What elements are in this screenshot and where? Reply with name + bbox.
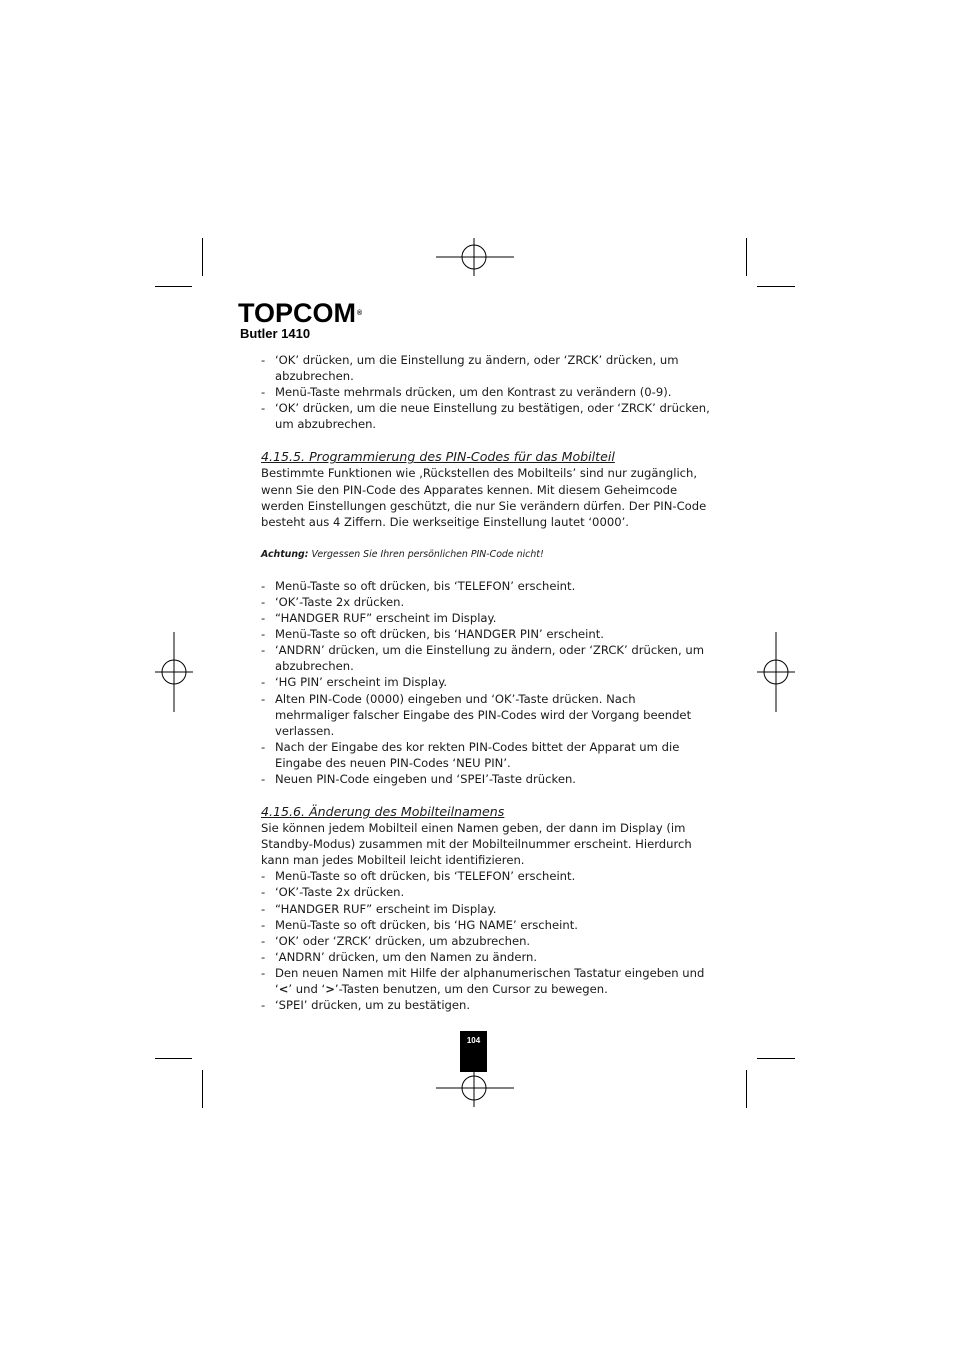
intro-list [261,352,711,432]
registered-mark: ® [357,310,363,317]
registration-mark-left [155,632,193,712]
list-item: - Den neuen Namen mit Hilfe der alphanumerischen Tastatur eingeben und ‘<’ und ‘>’-Tasten benutzen, um den Cursor zu bewegen. [261,965,711,997]
crop-mark [746,238,747,276]
page-number: 104 [460,1031,487,1072]
registration-mark-top [436,238,514,276]
list-item: - ‘OK’ drücken, um die neue Einstellung zu bestätigen, oder ‘ZRCK’ drücken, um abzubrechen. [261,400,711,432]
left-arrow-key-glyph: < [278,982,289,996]
list-item: - Neuen PIN-Code eingeben und ‘SPEI’-Taste drücken. [261,771,711,787]
list-item: - ‘SPEI’ drücken, um zu bestätigen. [261,997,711,1013]
section-paragraph-pin: Bestimmte Funktionen wie ‚Rückstellen des Mobilteils’ sind nur zugänglich, wenn Sie den PIN-Code des Apparates kennen. Mit diesem Geheimcode werden Einstellungen geschützt, die nur Sie verändern dürfen. Der PIN-Code besteht aus 4 Ziffern. Die werkseitige Einstellung lautet ‘0000’. [261,466,707,529]
right-arrow-key-glyph: > [325,982,335,996]
list-item: - ‘ANDRN’ drücken, um die Einstellung zu ändern, oder ‘ZRCK’ drücken, um abzubrechen. [261,642,711,674]
list-item: - ‘OK’-Taste 2x drücken. [261,594,711,610]
crop-mark [202,238,203,276]
list-item: - ‘OK’ drücken, um die Einstellung zu ändern, oder ‘ZRCK’ drücken, um abzubrechen. [261,352,711,384]
list-item: - Menü-Taste so oft drücken, bis ‘TELEFON’ erscheint. [261,578,711,594]
list-item: - Menü-Taste so oft drücken, bis ‘TELEFON’ erscheint. [261,868,711,884]
pin-steps-list [261,578,711,787]
list-item: - Menü-Taste so oft drücken, bis ‘HANDGER PIN’ erscheint. [261,626,711,642]
list-item: - “HANDGER RUF” erscheint im Display. [261,610,711,626]
list-item: - Menü-Taste mehrmals drücken, um den Kontrast zu verändern (0-9). [261,384,711,400]
list-item: - “HANDGER RUF” erscheint im Display. [261,901,711,917]
crop-mark [757,286,795,287]
section-heading-name: 4.15.6. Änderung des Mobilteilnamens [261,804,505,820]
list-item: - Alten PIN-Code (0000) eingeben und ‘OK’-Taste drücken. Nach mehrmaliger falscher Eingabe des PIN-Codes wird der Vorgang beendet verlassen. [261,691,711,739]
brand-name: TOPCOM [238,298,357,328]
section-paragraph-name: Sie können jedem Mobilteil einen Namen geben, der dann im Display (im Standby-Modus) zusammen mit der Mobilteilnummer erscheint. Hierdurch kann man jedes Mobilteil leicht identifizieren. [261,821,692,868]
list-item: - ‘OK’ oder ‘ZRCK’ drücken, um abzubrechen. [261,933,711,949]
section-heading-pin: 4.15.5. Programmierung des PIN-Codes für das Mobilteil [261,449,615,465]
page-content [261,352,711,1013]
model-name: Butler 1410 [240,326,311,341]
note-text: Vergessen Sie Ihren persönlichen PIN-Code nicht! [311,548,544,560]
list-item: - ‘HG PIN’ erscheint im Display. [261,674,711,690]
list-item: - Menü-Taste so oft drücken, bis ‘HG NAME’ erscheint. [261,917,711,933]
note-label: Achtung: [261,548,309,560]
list-item: - Nach der Eingabe des kor rekten PIN-Codes bittet der Apparat um die Eingabe des neuen PIN-Codes ‘NEU PIN’. [261,739,711,771]
crop-mark [155,286,192,287]
crop-mark [202,1070,203,1108]
list-item: - ‘OK’-Taste 2x drücken. [261,884,711,900]
warning-note [261,548,711,562]
crop-mark [746,1070,747,1108]
name-steps-list [261,868,711,1013]
crop-mark [155,1058,192,1059]
registration-mark-right [757,632,795,712]
registration-mark-bottom [436,1069,514,1107]
topcom-logo [238,300,362,327]
list-item: - ‘ANDRN’ drücken, um den Namen zu ändern. [261,949,711,965]
crop-mark [757,1058,795,1059]
